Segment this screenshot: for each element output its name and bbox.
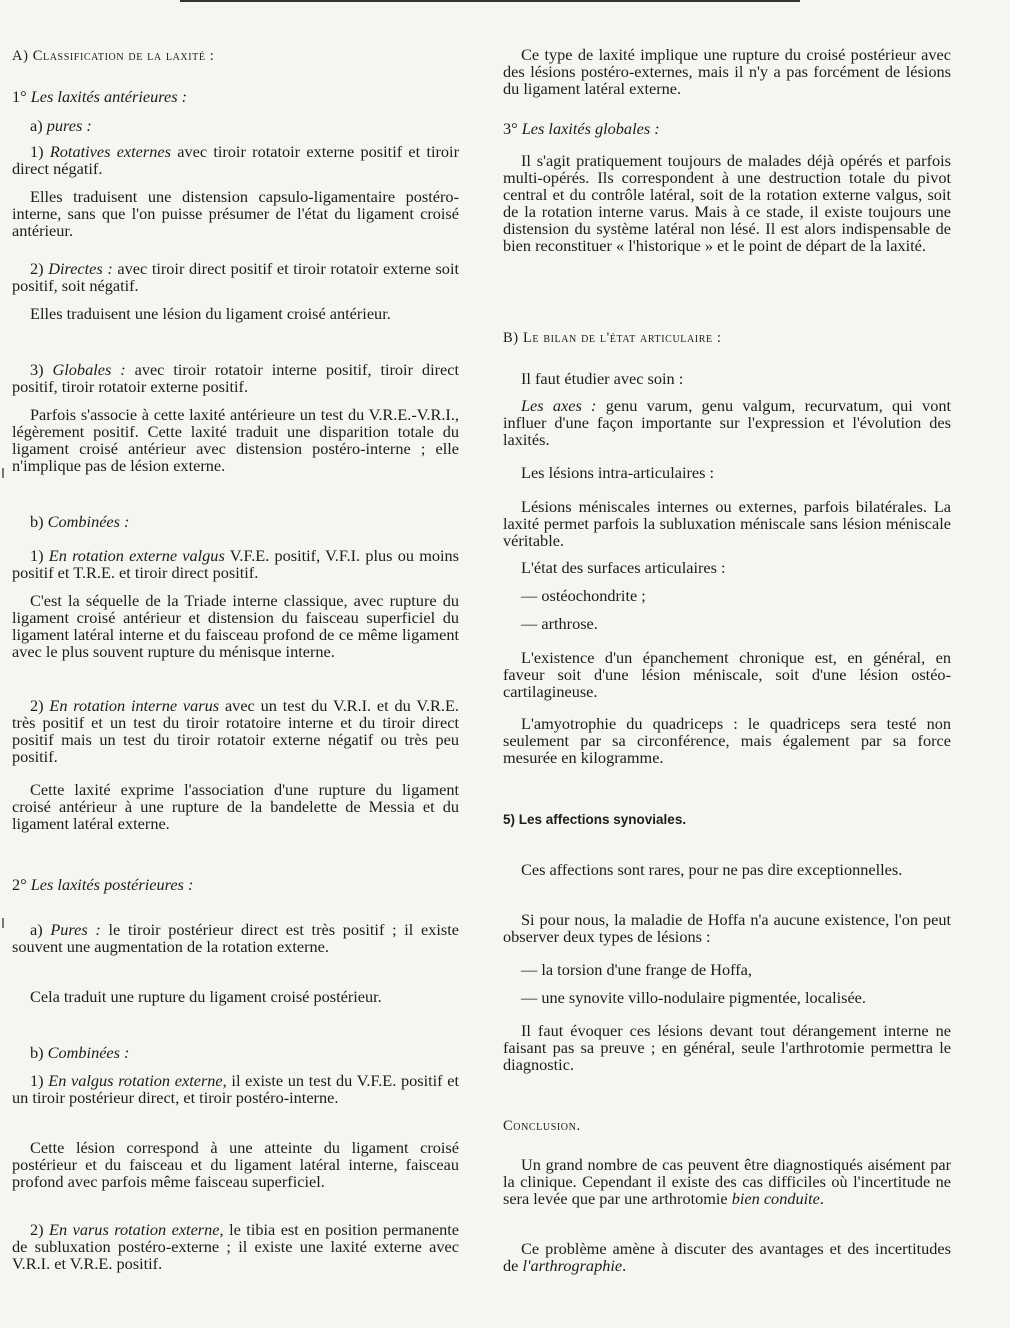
paragraph: Si pour nous, la maladie de Hoffa n'a aucune existence, l'on peut observer deux types de lésions : [503,910,951,946]
paragraph: a) Pures : le tiroir postérieur direct est très positif ; il existe souvent une augmentation de la rotation externe. [12,920,460,956]
paragraph: 2) Directes : avec tiroir direct positif et tiroir rotatoir externe soit positif, soit négatif. [12,259,459,295]
paragraph: Elles traduisent une distension capsulo-ligamentaire postéro-interne, sans que l'on puisse présumer de l'état du ligament croisé antérieur. [12,187,459,240]
top-rule [180,0,800,2]
margin-mark [2,918,4,928]
subsection-3-heading: 3° Les laxités globales : [503,119,660,138]
paragraph: Ces affections sont rares, pour ne pas dire exceptionnelles. [521,860,903,879]
paragraph: L'amyotrophie du quadriceps : le quadriceps sera testé non seulement par sa circonférence, mais également par sa force mesurée en kilogramme. [503,714,951,767]
paragraph: L'état des surfaces articulaires : [521,558,726,577]
paragraph: Les axes : genu varum, genu valgum, recurvatum, qui vont influer d'une façon importante sur l'expression et l'évolution des laxités. [503,396,952,449]
list-item: — arthrose. [521,614,598,633]
subheading-pures: a) pures : [30,116,92,135]
paragraph: Ce problème amène à discuter des avantages et des incertitudes de l'arthrographie. [503,1239,951,1275]
paragraph: 1) En valgus rotation externe, il existe un test du V.F.E. positif et un tiroir postérieur direct, et tiroir postéro-interne. [12,1071,459,1107]
paragraph: 2) En rotation interne varus avec un test du V.R.I. et du V.R.E. très positif et un test du tiroir rotatoire interne et du tiroir direct positif mais un test du tiroir rotatoir externe négatif ou très peu positif. [12,696,459,766]
conclusion-heading: Conclusion. [503,1118,581,1134]
paragraph: Les lésions intra-articulaires : [521,463,715,482]
paragraph: Il faut évoquer ces lésions devant tout dérangement interne ne faisant pas sa preuve ; en général, seule l'arthrotomie permettra le diagnostic. [503,1021,951,1074]
section-5-heading: 5) Les affections synoviales. [503,812,687,827]
paragraph: Cela traduit une rupture du ligament croisé postérieur. [30,987,382,1006]
section-b-heading: B) Le bilan de l'état articulaire : [503,330,722,346]
paragraph: L'existence d'un épanchement chronique est, en général, en faveur soit d'une lésion méniscale, soit d'une lésion ostéo-cartilagineuse. [503,648,951,701]
paragraph: Il faut étudier avec soin : [521,369,684,388]
paragraph: Lésions méniscales internes ou externes, parfois bilatérales. La laxité permet parfois la subluxation méniscale sans lésion méniscale véritable. [503,497,951,550]
subheading-combinees: b) Combinées : [30,1043,130,1062]
subheading-combinees: b) Combinées : [30,512,130,531]
paragraph: 1) En rotation externe valgus V.F.E. positif, V.F.I. plus ou moins positif et T.R.E. et tiroir direct positif. [12,546,459,582]
paragraph: 1) Rotatives externes avec tiroir rotatoir externe positif et tiroir direct négatif. [12,142,459,178]
list-item: — ostéochondrite ; [521,586,646,605]
paragraph: Cette laxité exprime l'association d'une rupture du ligament croisé antérieur à une rupture de la bandelette de Messia et du ligament latéral externe. [12,780,459,833]
subsection-1-heading: 1° Les laxités antérieures : [12,87,188,106]
subsection-2-heading: 2° Les laxités postérieures : [12,875,194,894]
margin-mark [2,468,4,478]
paragraph: Il s'agit pratiquement toujours de malades déjà opérés et parfois multi-opérés. Ils correspondent à une destruction totale du pivot central et du contrôle latéral, soit de la rotation externe valgus, soit de la rotation interne varus. Mais à ce stade, il existe toujours une distension du système latéral non lésé. Il est alors indispensable de bien reconstituer « l'historique » et le point de départ de la laxité. [503,151,951,255]
paragraph: 3) Globales : avec tiroir rotatoir interne positif, tiroir direct positif, tiroir rotatoir externe positif. [12,360,459,396]
paragraph: Cette lésion correspond à une atteinte du ligament croisé postérieur et du faisceau et du ligament latéral interne, faisceau profond avec parfois même faisceau superficiel. [12,1138,459,1191]
list-item: — la torsion d'une frange de Hoffa, [521,960,752,979]
paragraph: 2) En varus rotation externe, le tibia est en position permanente de subluxation postéro-externe ; il existe une laxité externe avec V.R.I. et V.R.E. positif. [12,1220,459,1273]
paragraph: C'est la séquelle de la Triade interne classique, avec rupture du ligament croisé antérieur et distension du faisceau superficiel du ligament latéral interne et du faisceau profond de ce même ligament avec le plus souvent rupture du ménisque interne. [12,591,459,661]
section-a-heading: A) Classification de la laxité : [12,48,215,64]
list-item: — une synovite villo-nodulaire pigmentée, localisée. [521,988,866,1007]
paragraph: Parfois s'associe à cette laxité antérieure un test du V.R.E.-V.R.I., légèrement positif. Cette laxité traduit une disparition totale du ligament croisé antérieur avec distension postéro-interne ; elle n'implique pas de lésion externe. [12,405,459,475]
paragraph: Un grand nombre de cas peuvent être diagnostiqués aisément par la clinique. Cependant il existe des cas difficiles où l'incertitude ne sera levée que par une arthrotomie bien conduite. [503,1155,951,1208]
paragraph: Ce type de laxité implique une rupture du croisé postérieur avec des lésions postéro-externes, mais il n'y a pas forcément de lésions du ligament latéral externe. [503,45,951,98]
paragraph: Elles traduisent une lésion du ligament croisé antérieur. [30,304,391,323]
